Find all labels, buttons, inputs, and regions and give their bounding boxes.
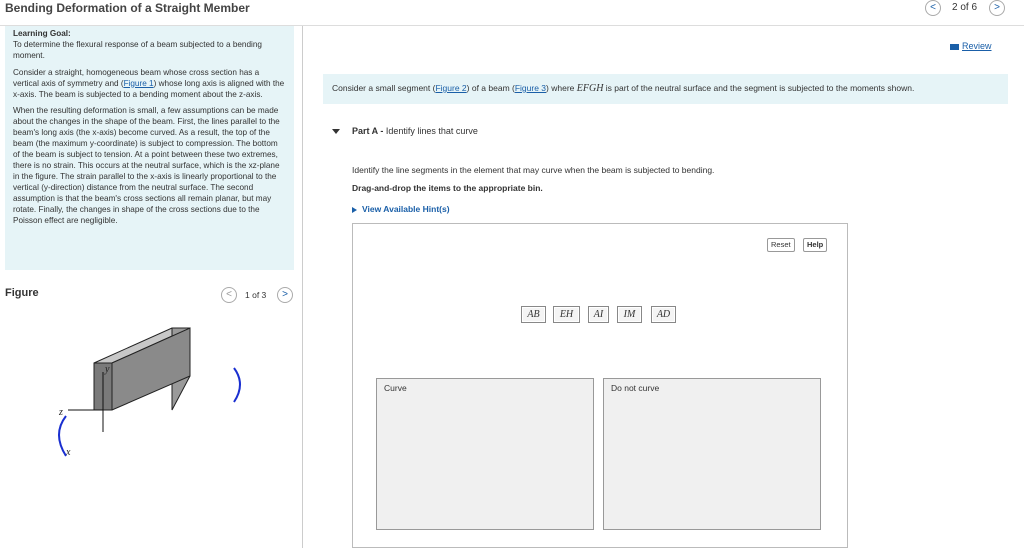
- chip-ad[interactable]: AD: [651, 306, 676, 323]
- learning-goal-paragraph-2: When the resulting deformation is small, a few assumptions can be made about the changes in the shape of the beam. First, the lines parallel to the beam's long axis (the x-axis) become curved. As a result, the top of the beam (the maximum y-coordinate) is subject to compression. The bottom of the beam is subject to tension. At a point between these two extremes, there is no strain. This occurs at the neutral surface, which is the xz-plane in the figure. The strain parallel to the x-axis is linearly proportional to the vertical (y-direction) distance from the neutral surface. The second assumption is that the beam's cross sections all remain planar, but may rotate. Finally, the changes in shape of the cross sections due to the Poisson effect are negligible.: [13, 106, 280, 225]
- item-pager: 2 of 6: [952, 2, 978, 13]
- part-instruction: Identify the line segments in the element that may curve when the beam is subjected to bending.: [352, 165, 715, 175]
- reset-button[interactable]: Reset: [767, 238, 795, 252]
- x-axis-label: x: [66, 447, 71, 458]
- next-item-button[interactable]: >: [989, 0, 1005, 16]
- figure-3-link[interactable]: Figure 3: [514, 83, 547, 93]
- learning-goal-panel: [5, 26, 294, 270]
- chip-ai[interactable]: AI: [588, 306, 609, 323]
- hint-expand-icon[interactable]: [352, 207, 357, 213]
- review-icon: [950, 44, 959, 50]
- prev-item-button[interactable]: <: [925, 0, 941, 16]
- collapse-triangle-icon[interactable]: [332, 129, 340, 134]
- drag-drop-area: [352, 223, 848, 548]
- y-axis-label: y: [105, 364, 110, 375]
- figure-label: Figure: [5, 287, 39, 299]
- help-button[interactable]: Help: [803, 238, 827, 252]
- part-a-header[interactable]: Part A - Identify lines that curve: [332, 126, 478, 136]
- problem-intro: Consider a small segment (Figure 2) of a beam (Figure 3) where EFGH is part of the neutral surface and the segment is subjected to the moments shown.: [323, 74, 1008, 104]
- page-title: Bending Deformation of a Straight Member: [5, 1, 250, 15]
- top-bar: [0, 0, 1024, 26]
- learning-goal-heading: Learning Goal:: [13, 29, 71, 38]
- right-panel: [304, 26, 1024, 548]
- efgh-symbol: EFGH: [576, 83, 604, 94]
- left-panel: [0, 26, 303, 548]
- figure-pager: 1 of 3: [245, 290, 267, 300]
- chip-im[interactable]: IM: [617, 306, 642, 323]
- bin-do-not-curve[interactable]: Do not curve: [603, 378, 821, 530]
- learning-goal-paragraph-1: Consider a straight, homogeneous beam whose cross section has a vertical axis of symmetry and (Figure 1) whose long axis is aligned with the x-axis. The beam is subjected to a bending moment about the z-axis.: [13, 67, 285, 99]
- chip-eh[interactable]: EH: [553, 306, 580, 323]
- review-link[interactable]: Review: [950, 41, 992, 51]
- view-hints-link[interactable]: View Available Hint(s): [352, 204, 450, 214]
- chip-ab[interactable]: AB: [521, 306, 546, 323]
- part-instruction-2: Drag-and-drop the items to the appropriate bin.: [352, 183, 543, 193]
- bin-curve[interactable]: Curve: [376, 378, 594, 530]
- learning-goal-text: To determine the flexural response of a beam subjected to a bending moment.: [13, 39, 262, 60]
- figure-2-link[interactable]: Figure 2: [435, 83, 467, 93]
- beam-figure: [50, 326, 250, 458]
- figure-1-link[interactable]: Figure 1: [123, 78, 154, 88]
- z-axis-label: z: [59, 407, 63, 418]
- moment-arrow-right: [234, 368, 240, 402]
- figure-next-button[interactable]: >: [277, 287, 293, 303]
- figure-prev-button[interactable]: <: [221, 287, 237, 303]
- moment-arrow-left: [59, 416, 66, 456]
